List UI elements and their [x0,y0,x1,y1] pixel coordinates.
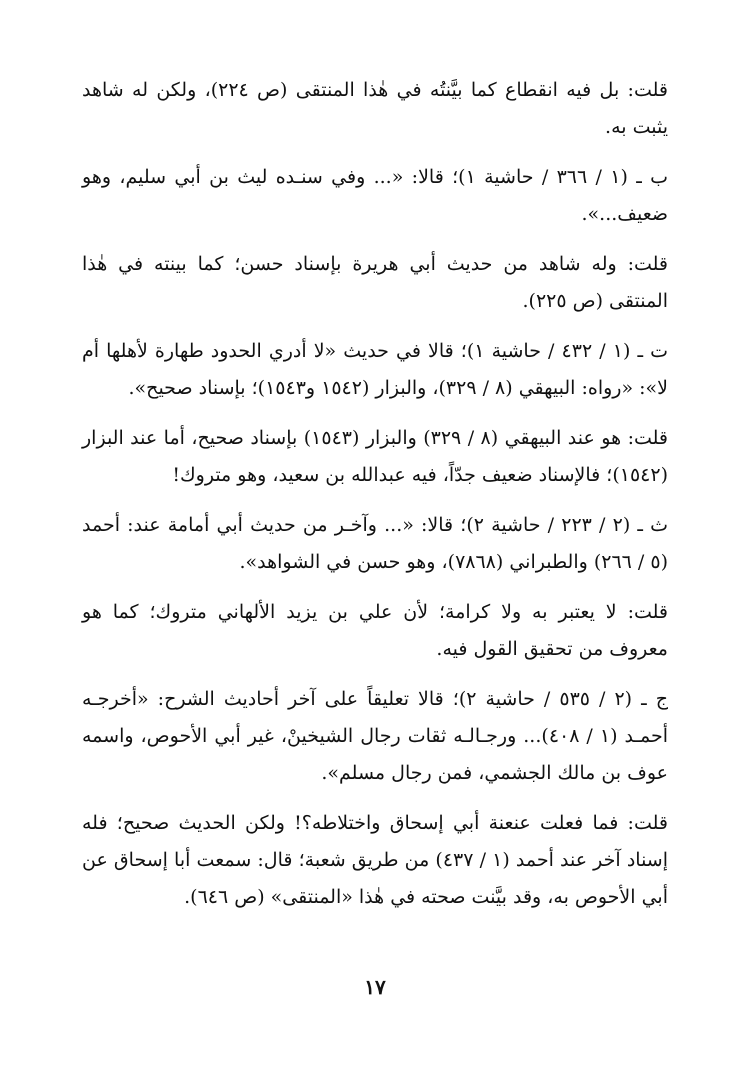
paragraph-6: ث ـ (٢ / ٢٢٣ / حاشية ٢)؛ قالا: «... وآخـر من حديث أبي أمامة عند: أحمد (٥ / ٢٦٦) والطبراني (٧٨٦٨)، وهو حسن في الشواهد». [82,514,668,573]
paragraph-7: قلت: لا يعتبر به ولا كرامة؛ لأن علي بن يزيد الألهاني متروك؛ كما هو معروف من تحقيق القول فيه. [82,601,668,660]
paragraph-5: قلت: هو عند البيهقي (٨ / ٣٢٩) والبزار (١٥٤٣) بإسناد صحيح، أما عند البزار (١٥٤٢)؛ فالإسناد ضعيف جدّاً، فيه عبدالله بن سعيد، وهو متروك! [82,427,668,486]
page-body [82,72,668,916]
paragraph-2: ب ـ (١ / ٣٦٦ / حاشية ١)؛ قالا: «... وفي سنـده ليث بن أبي سليم، وهو ضعيف...». [82,166,668,225]
paragraph-4: ت ـ (١ / ٤٣٢ / حاشية ١)؛ قالا في حديث «لا أدري الحدود طهارة لأهلها أم لا»: «رواه: البيهقي (٨ / ٣٢٩)، والبزار (١٥٤٢ و١٥٤٣)؛ بإسناد صحيح». [82,340,668,399]
paragraph-9: قلت: فما فعلت عنعنة أبي إسحاق واختلاطه؟! ولكن الحديث صحيح؛ فله إسناد آخر عند أحمد (١ / ٤٣٧) من طريق شعبة؛ قال: سمعت أبا إسحاق عن أبي الأحوص به، وقد بيَّنت صحته في هٰذا «المنتقى» (ص ٦٤٦). [82,812,669,908]
paragraph-3: قلت: وله شاهد من حديث أبي هريرة بإسناد حسن؛ كما بينته في هٰذا المنتقى (ص ٢٢٥). [82,253,668,312]
paragraph-1: قلت: بل فيه انقطاع كما بيَّنتُه في هٰذا المنتقى (ص ٢٢٤)، ولكن له شاهد يثبت به. [82,79,668,138]
paragraph-8: ج ـ (٢ / ٥٣٥ / حاشية ٢)؛ قالا تعليقاً على آخر أحاديث الشرح: «أخرجـه أحمـد (١ / ٤٠٨)... ورجـالـه ثقات رجال الشيخينْ، غير أبي الأحوص، واسمه عوف بن مالك الجشمي، فمن رجال مسلم». [82,688,669,784]
page-number: ١٧ [364,975,386,999]
